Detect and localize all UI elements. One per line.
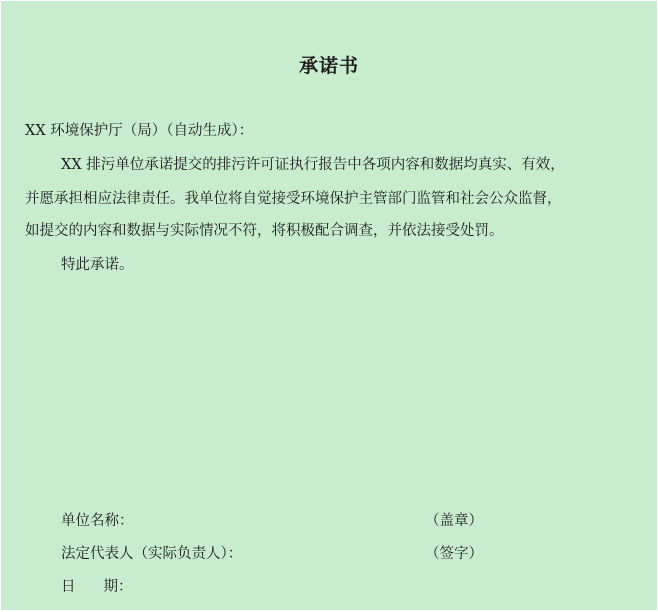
body-line-1: XX 排污单位承诺提交的排污许可证执行报告中各项内容和数据均真实、有效， bbox=[61, 157, 565, 173]
date-label-char-2: 期： bbox=[103, 579, 133, 595]
unit-name-label: 单位名称： bbox=[61, 513, 134, 529]
closing-line: 特此承诺。 bbox=[61, 257, 134, 273]
body-line-2: 并愿承担相应法律责任。我单位将自觉接受环境保护主管部门监管和社会公众监督， bbox=[25, 191, 562, 207]
addressee-line: XX 环境保护厅（局）（自动生成）： bbox=[25, 123, 254, 139]
signature-label: （签字） bbox=[425, 546, 483, 562]
date-label-char-1: 日 bbox=[61, 579, 76, 595]
document-title: 承诺书 bbox=[298, 55, 359, 77]
seal-label: （盖章） bbox=[425, 513, 483, 529]
document-page bbox=[1, 1, 657, 610]
body-line-3: 如提交的内容和数据与实际情况不符，将积极配合调查，并依法接受处罚。 bbox=[25, 223, 504, 239]
legal-representative-label: 法定代表人（实际负责人）： bbox=[61, 546, 243, 562]
date-label bbox=[61, 577, 133, 597]
